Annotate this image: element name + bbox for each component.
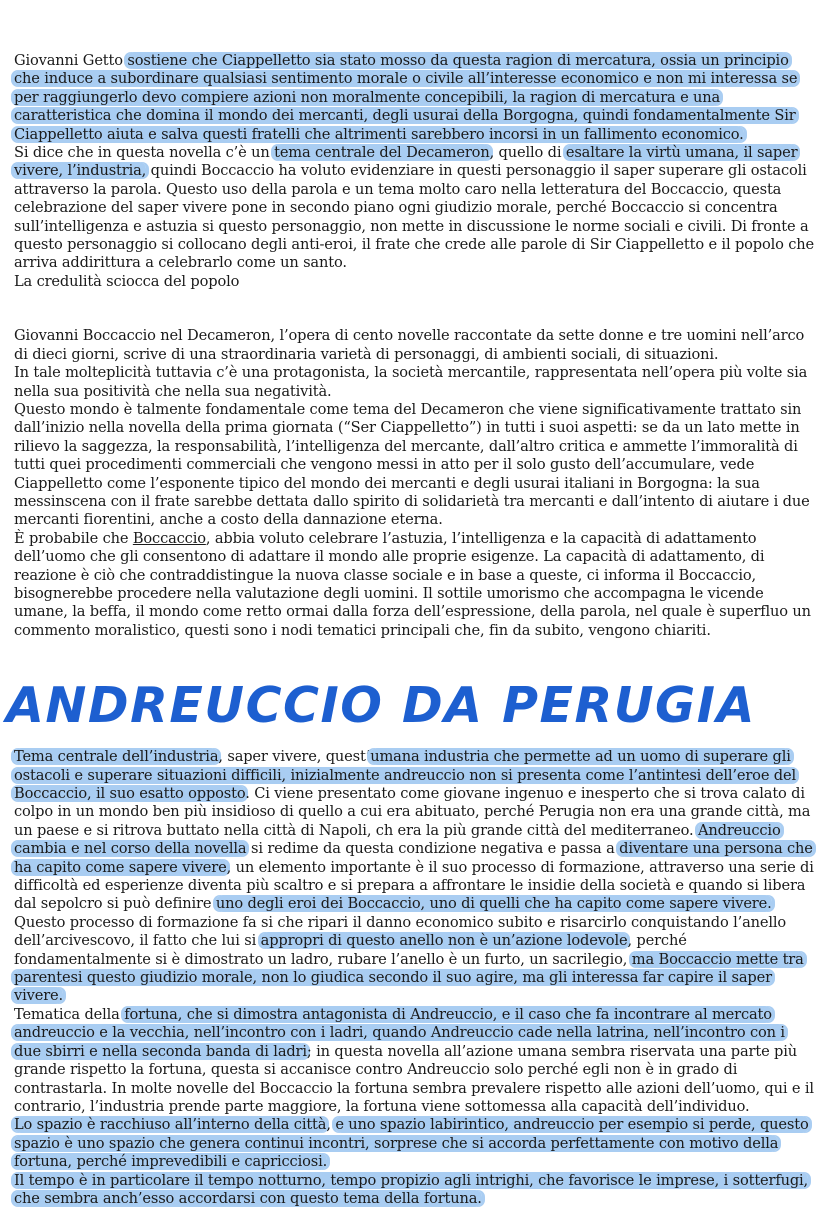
text-run: , abbia voluto celebrare l’astuzia, l’intelligenza e la capacità di adattamento dell’uomo che gli consentono di adattare il mondo alle proprie esigenze. La capacità di adattamento, di reazione è ciò che contraddistingue la nuova classe sociale e in base a queste, ci informa il Boccaccio, bisognerebbe procedere nella valutazione degli uomini. Il sottile umorismo che accompagna le vicende umane, la beffa, il mondo come retto ormai dalla forza dell’espressione, della parola, nel quale è superfluo un commento moralistico, questi sono i nodi tematici principali che, fin da subito, vengono chiariti. <box>14 529 811 639</box>
spacer <box>14 291 816 327</box>
highlighted-text: fortuna, che si dimostra antagonista di Andreuccio, e il caso che fa incontrare al mercato andreuccio e la vecchia, nell’incontro con i ladri, quando Andreuccio cade nella latrina, nell’incontro con i due sbirri e nella seconda banda di ladri <box>14 1005 785 1060</box>
paragraph <box>14 52 816 144</box>
boccaccio-link[interactable]: Boccaccio <box>132 529 206 547</box>
text-run: Giovanni Getto <box>14 52 128 69</box>
text-run: , <box>326 1116 336 1134</box>
highlighted-text: appropri di questo anello non è un’azione lodevole <box>260 932 628 950</box>
text-run: , quello di <box>489 144 566 162</box>
highlighted-text: Il tempo è in particolare il tempo notturno, tempo propizio agli intrighi, che favorisce le imprese, i sotterfugi, che sembra anch’esso accordarsi con questo tema della fortuna. <box>14 1171 809 1207</box>
paragraph <box>14 144 816 273</box>
text-run: Tematica della <box>14 1005 125 1023</box>
text-run: Questo mondo è talmente fondamentale come tema del Decameron che viene significativamente trattato sin dall’inizio nella novella della prima giornata (“Ser Ciappelletto”) in tutti i suoi aspetti: se da un lato mette in rilievo la saggezza, la responsabilità, l’intelligenza del mercante, dall’altro critica e ammette l’immoralità di tutti quei procedimenti commerciali che vengono messi in atto per il solo gusto dell’accumulare, vede Ciappelletto come l’esponente tipico del mondo dei mercanti e degli usurai italiani in Borgogna: la sua messinscena con il frate sarebbe dettata dallo spirito di solidarietà tra mercanti e dall’intento di aiutare i due mercanti fiorentini, anche a costo della dannazione eterna. <box>14 400 810 529</box>
highlighted-text: e uno spazio labirintico, andreuccio per esempio si perde, questo spazio è uno spazio che genera continui incontri, sorprese che si accorda perfettamente con motivo della fortuna, perché imprevedibili e capricciosi. <box>14 1116 809 1171</box>
highlighted-text: ma Boccaccio mette tra parentesi questo giudizio morale, non lo giudica secondo il suo agire, ma gli interessa far capire il saper vivere. <box>14 950 804 1005</box>
paragraph <box>14 364 816 401</box>
text-run: Si dice che in questa novella c’è un <box>14 144 275 162</box>
paragraph <box>14 1116 816 1171</box>
highlighted-text: umana industria che permette ad un uomo di superare gli ostacoli e superare situazioni difficili, inizialmente andreuccio non si presenta come l’antintesi dell’eroe del Boccaccio, il suo esatto opposto <box>14 748 796 802</box>
text-run: La credulità sciocca del popolo <box>14 272 240 290</box>
highlighted-text: uno degli eroi dei Boccaccio, uno di quelli che ha capito come sapere vivere. <box>215 895 772 913</box>
text-run: Giovanni Boccaccio nel Decameron, l’opera di cento novelle raccontate da sette donne e tre uomini nell’arco di dieci giorni, scrive di una straordinaria varietà di personaggi, di ambienti sociali, di situazioni. <box>14 327 805 363</box>
paragraph <box>14 1172 816 1208</box>
text-run: , perché fondamentalmente si è dimostrato un ladro, rubare l’anello è un furto, un sacrilegio, <box>14 932 687 968</box>
section-decameron-society <box>14 327 816 640</box>
highlighted-text: tema centrale del Decameron <box>274 144 490 162</box>
text-run: quindi Boccaccio ha voluto evidenziare in questi personaggio il saper superare gli ostacoli attraverso la parola. Questo uso della parola e un tema molto caro nella letteratura del Boccaccio, questa celebrazione del saper vivere pone in secondo piano ogni giudizio morale, perché Boccaccio si concentra sull’intelligenza e astuzia si questo personaggio, non mette in discussione le norme sociali e civili. Di fronte a questo personaggio si collocano degli anti-eroi, il frate che crede alle parole di Sir Ciappelletto e il popolo che arriva addirittura a celebrarlo come un santo. <box>14 162 815 272</box>
section-title: ANDREUCCIO DA PERUGIA <box>6 677 756 735</box>
paragraph <box>14 530 816 640</box>
paragraph <box>14 327 816 364</box>
highlighted-text: Lo spazio è racchiuso all’interno della città <box>14 1116 327 1134</box>
text-run: , un elemento importante è il suo processo di formazione, attraverso una serie di difficoltà ed esperienze diventa più scaltro e si prepara a affrontare le insidie della società e quando si libera dal sepolcro si può definire <box>14 858 814 913</box>
highlighted-text: diventare una persona che ha capito come sapere vivere <box>14 840 813 876</box>
highlighted-text: sostiene che Ciappelletto sia stato mosso da questa ragion di mercatura, ossia un principio che induce a subordinare qualsiasi sentimento morale o civile all’interesse economico e non mi interessa se per raggiungerlo devo compiere azioni non moralmente concepibili, la ragion di mercatura e una caratteristica che domina il mondo dei mercanti, degli usurai della Borgogna, quindi fondamentalmente Sir Ciappelletto aiuta e salva questi fratelli che altrimenti sarebbero incorsi in un fallimento economico. <box>14 52 798 143</box>
section-andreuccio-analysis <box>14 748 816 1208</box>
spacer <box>14 640 816 674</box>
text-run: , saper vivere, quest’ <box>218 748 371 766</box>
paragraph <box>14 1006 816 1116</box>
highlighted-text: esaltare la virtù umana, il saper vivere, l’industria, <box>14 144 798 180</box>
text-run: ; in questa novella all’azione umana sembra riservata una parte più grande rispetto la fortuna, questa si accanisce contro Andreuccio solo perché egli non è in grado di contrastarla. In molte novelle del Boccaccio la fortuna sembra prevalere rispetto alle azioni dell’uomo, qui e il contrario, l’industria prende parte maggiore, la fortuna viene sottomessa alla capacità dell’individuo. <box>14 1042 814 1115</box>
text-run: si redime da questa condizione negativa e passa a <box>246 840 620 858</box>
paragraph <box>14 748 816 1006</box>
text-run: È probabile che <box>14 529 133 547</box>
section-ciappelletto-analysis <box>14 52 816 291</box>
paragraph <box>14 401 816 530</box>
highlighted-text: Andreuccio cambia e nel corso della novella <box>14 821 781 858</box>
highlighted-text: Tema centrale dell’industria <box>14 748 219 766</box>
text-run: . Ci viene presentato come giovane ingenuo e inesperto che si trova calato di colpo in un mondo ben più insidioso di quello a cui era abituato, perché Perugia non era una grande città, ma un paese e si ritrova buttato nella città di Napoli, ch era la più grande città del mediterraneo. <box>14 785 811 839</box>
text-run: Questo processo di formazione fa si che ripari il danno economico subito e risarcirlo conquistando l’anello dell’arcivescovo, il fatto che lui si <box>14 913 787 950</box>
text-run: In tale molteplicità tuttavia c’è una protagonista, la società mercantile, rappresentata nell’opera più volte sia nella sua positività che nella sua negatività. <box>14 364 808 400</box>
paragraph <box>14 273 816 291</box>
